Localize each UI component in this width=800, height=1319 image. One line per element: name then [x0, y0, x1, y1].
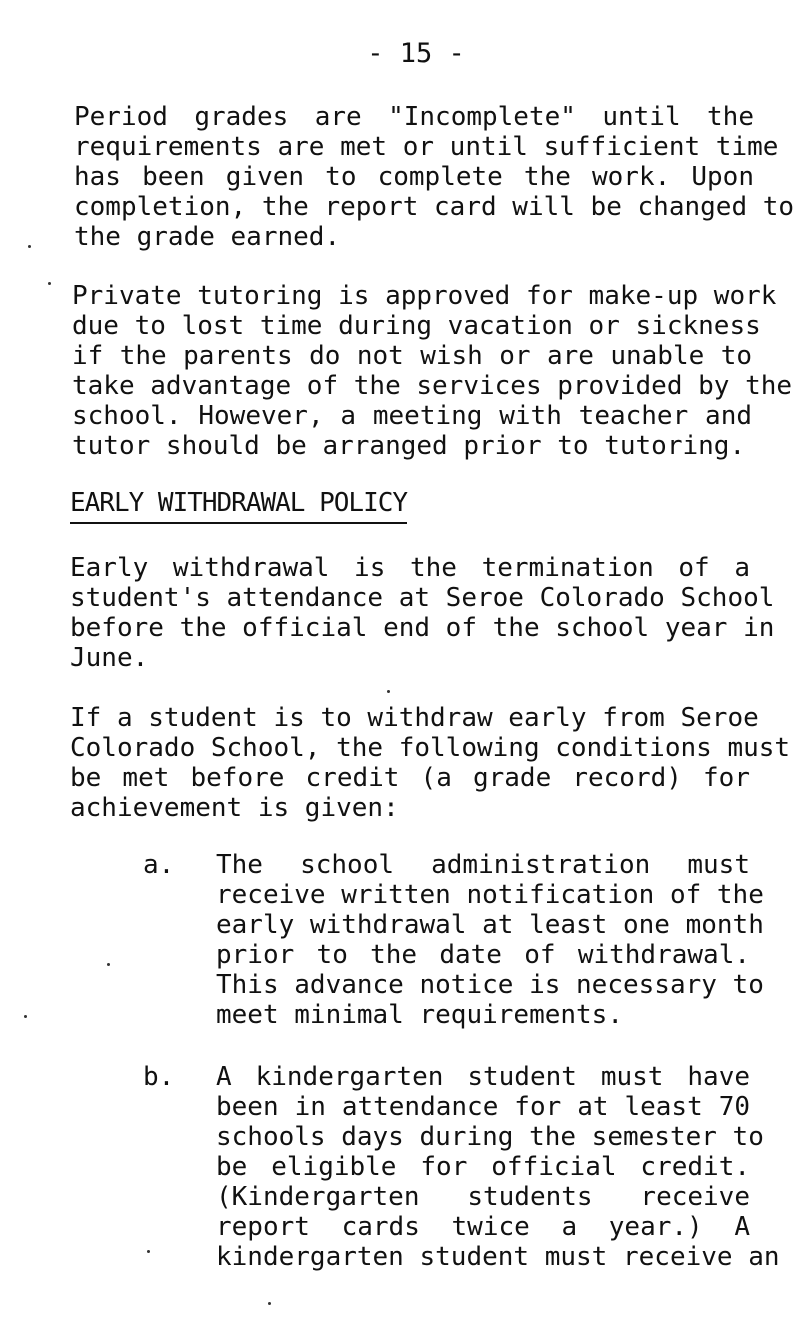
text-line: requirements are met or until sufficient time	[74, 132, 779, 162]
text-line: A kindergarten student must have	[216, 1062, 750, 1092]
text-line: due to lost time during vacation or sickness	[72, 311, 761, 341]
text-line: achievement is given:	[70, 793, 399, 823]
text-line: (Kindergarten students receive	[216, 1182, 750, 1212]
page-number: - 15 -	[367, 38, 465, 69]
scan-speck	[268, 1302, 271, 1305]
text-line: has been given to complete the work. Upon	[74, 162, 754, 192]
text-line: Colorado School, the following conditions must	[70, 733, 791, 763]
scan-speck	[147, 1250, 150, 1253]
text-line: Period grades are "Incomplete" until the	[74, 102, 754, 132]
text-line: This advance notice is necessary to	[216, 970, 764, 1000]
list-item-b	[216, 1062, 780, 1272]
list-item-label-b: b.	[143, 1062, 175, 1092]
text-line: meet minimal requirements.	[216, 1000, 623, 1030]
text-line: before the official end of the school year in	[70, 613, 775, 643]
text-line: tutor should be arranged prior to tutoring.	[72, 431, 746, 461]
text-line: prior to the date of withdrawal.	[216, 940, 750, 970]
text-line: report cards twice a year.) A	[216, 1212, 750, 1242]
list-item-label-a: a.	[143, 850, 175, 880]
text-line: schools days during the semester to	[216, 1122, 764, 1152]
scan-speck	[28, 245, 31, 248]
text-line: early withdrawal at least one month	[216, 910, 764, 940]
paragraph-incomplete-grades	[74, 102, 795, 252]
text-line: June.	[70, 643, 149, 673]
text-line: been in attendance for at least 70	[216, 1092, 750, 1122]
text-line: student's attendance at Seroe Colorado School	[70, 583, 775, 613]
scan-speck	[107, 963, 110, 966]
text-line: take advantage of the services provided by the	[72, 371, 793, 401]
text-line: the grade earned.	[74, 222, 341, 252]
section-heading: EARLY WITHDRAWAL POLICY	[70, 488, 407, 524]
text-line: be met before credit (a grade record) for	[70, 763, 750, 793]
text-line: The school administration must	[216, 850, 750, 880]
text-line: kindergarten student must receive an	[216, 1242, 780, 1272]
text-line: Private tutoring is approved for make-up work	[72, 281, 777, 311]
text-line: Early withdrawal is the termination of a	[70, 553, 750, 583]
paragraph-private-tutoring	[72, 281, 793, 461]
list-item-a	[216, 850, 764, 1030]
paragraph-early-withdrawal-definition	[70, 553, 775, 673]
text-line: If a student is to withdraw early from Seroe	[70, 703, 759, 733]
text-line: receive written notification of the	[216, 880, 764, 910]
text-line: be eligible for official credit.	[216, 1152, 750, 1182]
scan-speck	[24, 1015, 27, 1018]
scan-speck	[48, 282, 51, 285]
text-line: if the parents do not wish or are unable to	[72, 341, 752, 371]
text-line: completion, the report card will be changed to	[74, 192, 795, 222]
text-line: school. However, a meeting with teacher and	[72, 401, 752, 431]
paragraph-withdrawal-conditions	[70, 703, 791, 823]
scan-speck	[387, 690, 390, 693]
